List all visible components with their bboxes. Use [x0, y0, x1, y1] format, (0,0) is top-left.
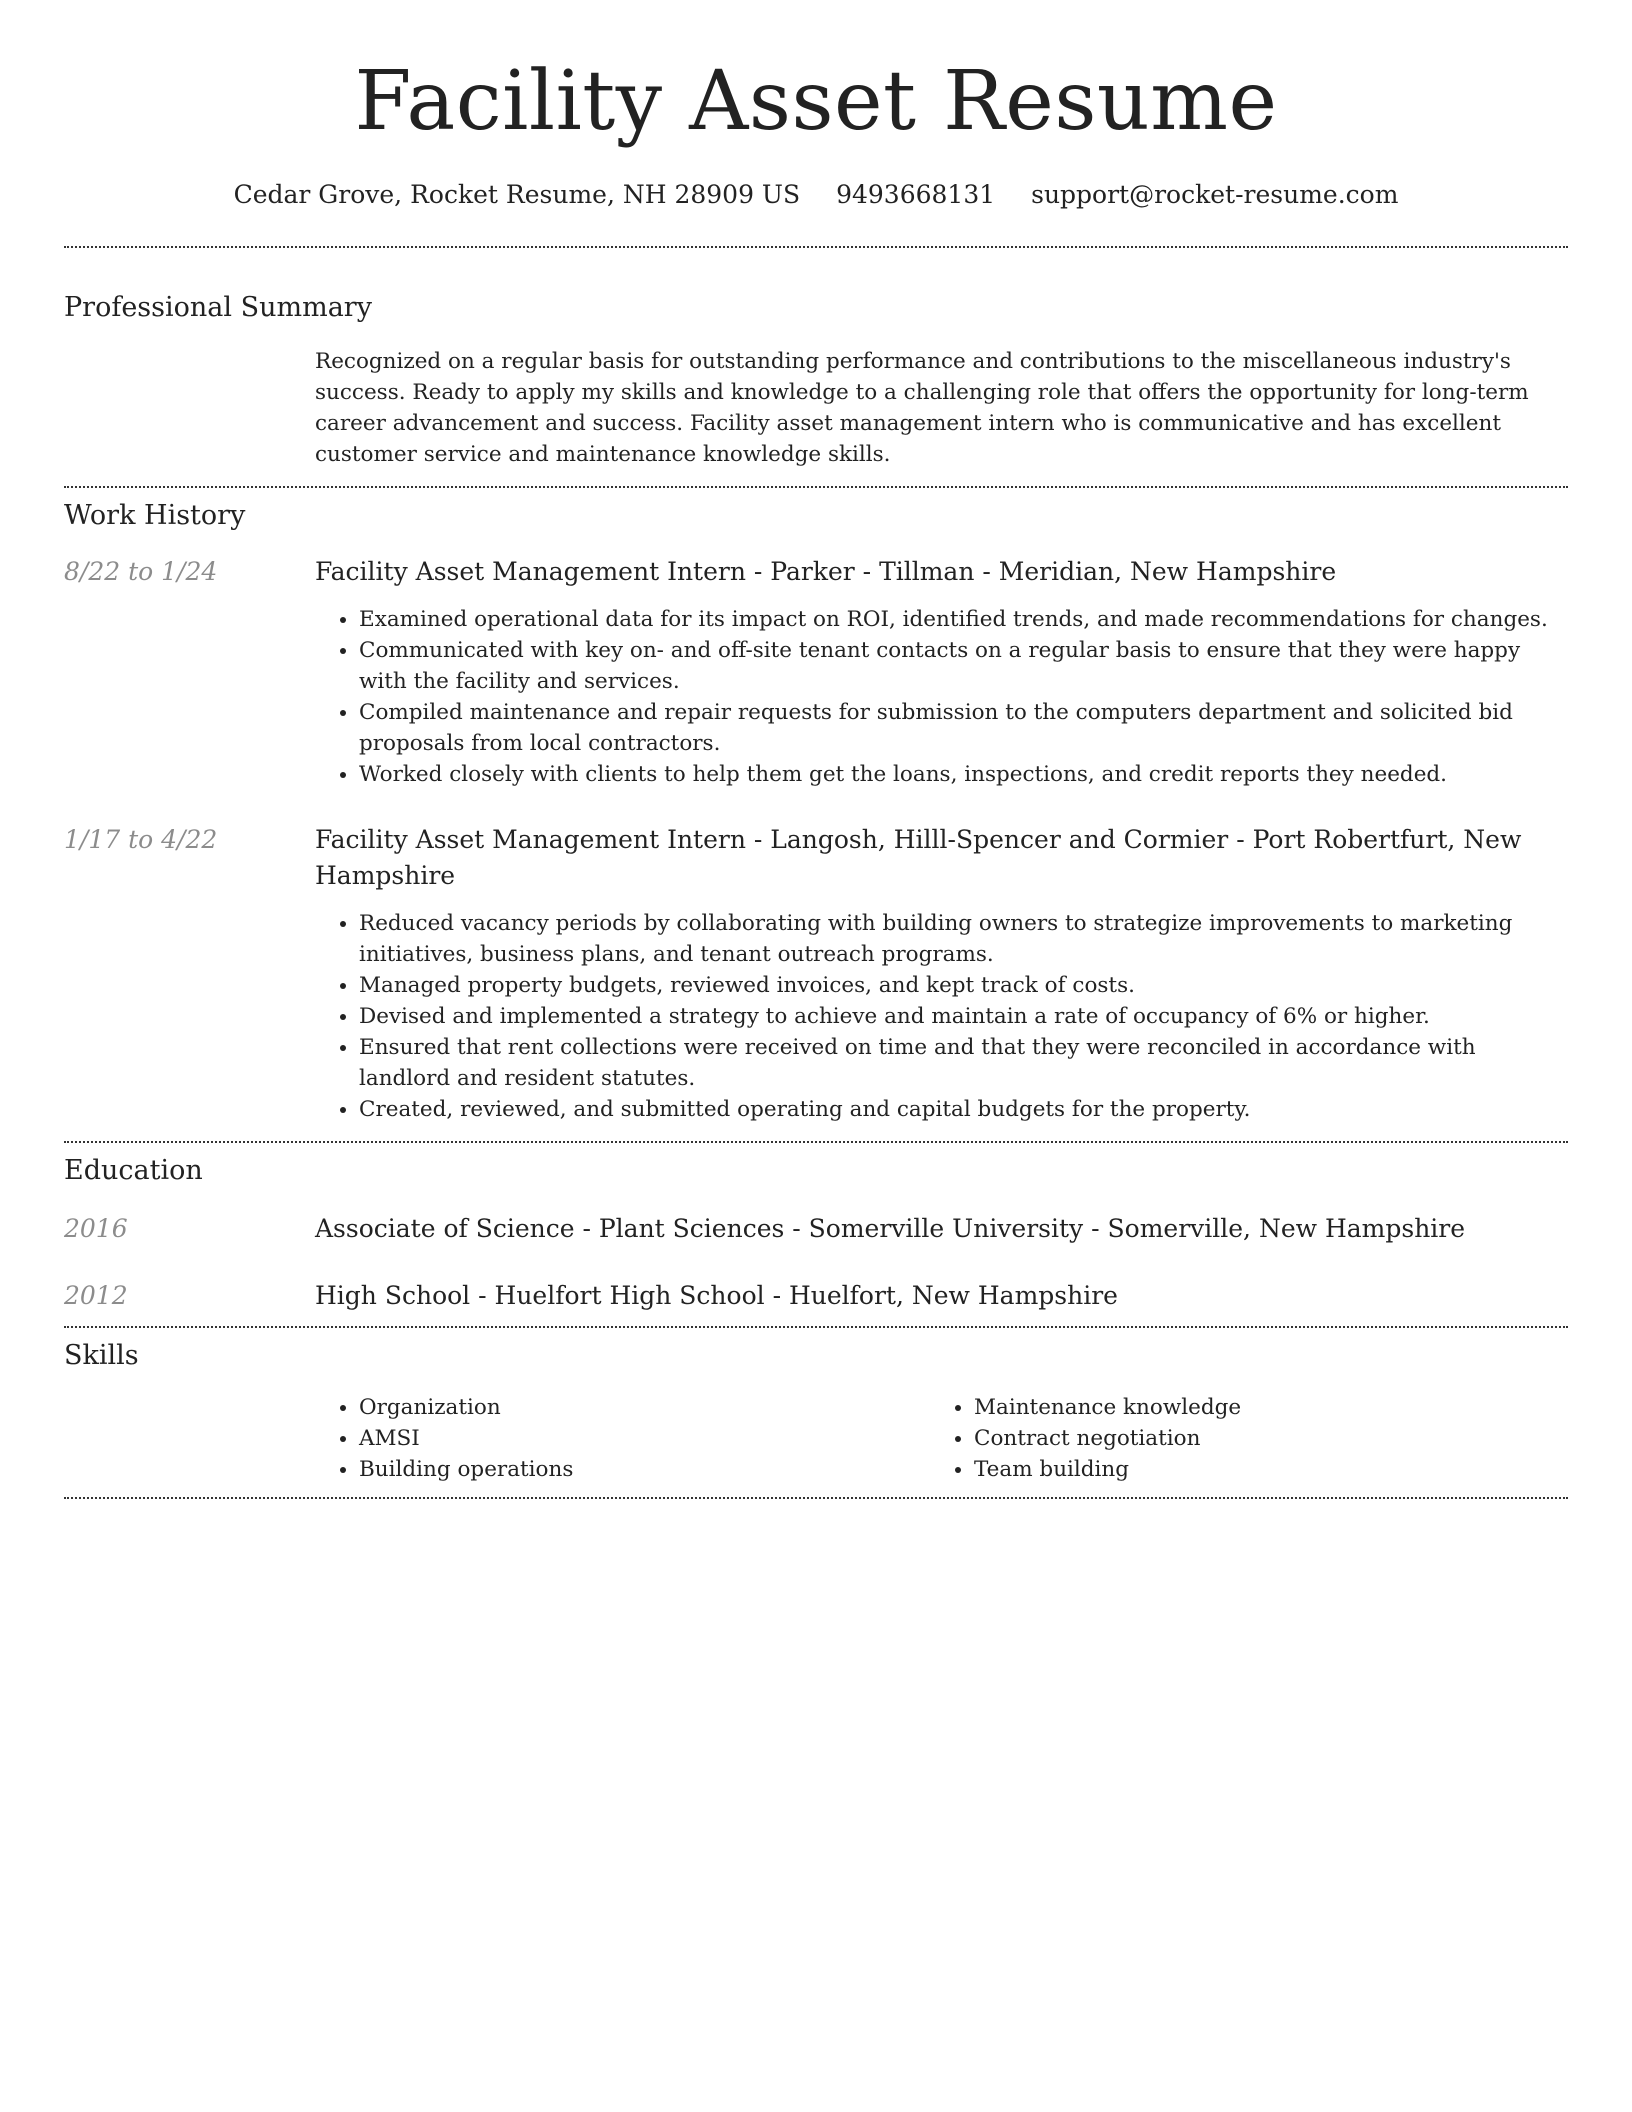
summary-text: Recognized on a regular basis for outstanding performance and contributions to the miscellaneous industry's success. Ready to apply my skills and knowledge to a challenging role that offers the opportunity for long-term career advancement and success. Facility asset management intern who is communicative and has excellent customer service and maintenance knowledge skills.: [315, 349, 1529, 467]
skill-item: • Building operations: [359, 1454, 930, 1485]
job-body: [315, 822, 1568, 1125]
skill-item: • AMSI: [359, 1423, 930, 1454]
education-year: 2012: [64, 1281, 128, 1310]
summary-section: [64, 290, 1568, 486]
job-bullet: • Created, reviewed, and submitted operating and capital budgets for the property.: [359, 1094, 1568, 1125]
divider: [64, 1497, 1568, 1499]
skills-heading: Skills: [64, 1340, 139, 1371]
education-heading-text: Associate of Science - Plant Sciences - Somerville University - Somerville, New Hampshire: [315, 1214, 1466, 1243]
job-bullets: [315, 908, 1568, 1125]
skills-column-left: [315, 1392, 930, 1485]
contact-email[interactable]: support@rocket-resume.com: [1031, 180, 1399, 209]
skill-item: • Maintenance knowledge: [974, 1392, 1241, 1423]
contact-phone: 9493668131: [836, 180, 996, 209]
job-entry: [64, 822, 1568, 1125]
job-bullet: • Ensured that rent collections were received on time and that they were reconciled in accordance with landlord and resident statutes.: [359, 1032, 1568, 1094]
education-section: [64, 1153, 1568, 1314]
job-body: [315, 554, 1568, 790]
job-bullet: • Reduced vacancy periods by collaborating with building owners to strategize improvements to marketing initiatives, business plans, and tenant outreach programs.: [359, 908, 1568, 970]
job-bullet: • Communicated with key on- and off-site tenant contacts on a regular basis to ensure that they were happy with the facility and services.: [359, 635, 1568, 697]
job-bullets: [315, 604, 1568, 790]
education-entry: [64, 1211, 1568, 1247]
divider: [64, 246, 1568, 248]
skill-item: • Organization: [359, 1392, 930, 1423]
contact-line: [64, 178, 1568, 212]
divider: [64, 1141, 1568, 1143]
job-bullet: • Devised and implemented a strategy to achieve and maintain a rate of occupancy of 6% or higher.: [359, 1001, 1568, 1032]
divider: [64, 486, 1568, 488]
job-bullet: • Managed property budgets, reviewed invoices, and kept track of costs.: [359, 970, 1568, 1001]
education-heading: Education: [64, 1155, 203, 1186]
job-heading: Facility Asset Management Intern - Parker - Tillman - Meridian, New Hampshire: [315, 557, 1337, 586]
work-history-section: [64, 498, 1568, 1125]
education-heading-text: High School - Huelfort High School - Huelfort, New Hampshire: [315, 1281, 1118, 1310]
skill-item: • Team building: [974, 1454, 1241, 1485]
skills-grid: [315, 1392, 1568, 1497]
job-bullet: • Compiled maintenance and repair requests for submission to the computers department and solicited bid proposals from local contractors.: [359, 697, 1568, 759]
summary-heading: Professional Summary: [64, 292, 372, 323]
contact-address: Cedar Grove, Rocket Resume, NH 28909 US: [233, 180, 801, 209]
skills-column-right: [930, 1392, 1241, 1485]
education-entry: [64, 1278, 1568, 1314]
job-bullet: • Examined operational data for its impact on ROI, identified trends, and made recommendations for changes.: [359, 604, 1568, 635]
resume-title: Facility Asset Resume: [354, 54, 1278, 149]
skills-section: [64, 1338, 1568, 1497]
divider: [64, 1326, 1568, 1328]
job-entry: [64, 554, 1568, 790]
skill-item: • Contract negotiation: [974, 1423, 1241, 1454]
job-heading: Facility Asset Management Intern - Langosh, Hilll-Spencer and Cormier - Port Robertfurt, New Hampshire: [315, 825, 1522, 890]
job-dates: 8/22 to 1/24: [64, 557, 218, 586]
resume-page: [64, 0, 1568, 1499]
work-history-heading: Work History: [64, 500, 246, 531]
education-year: 2016: [64, 1214, 128, 1243]
job-bullet: • Worked closely with clients to help them get the loans, inspections, and credit reports they needed.: [359, 759, 1568, 790]
job-dates: 1/17 to 4/22: [64, 825, 218, 854]
